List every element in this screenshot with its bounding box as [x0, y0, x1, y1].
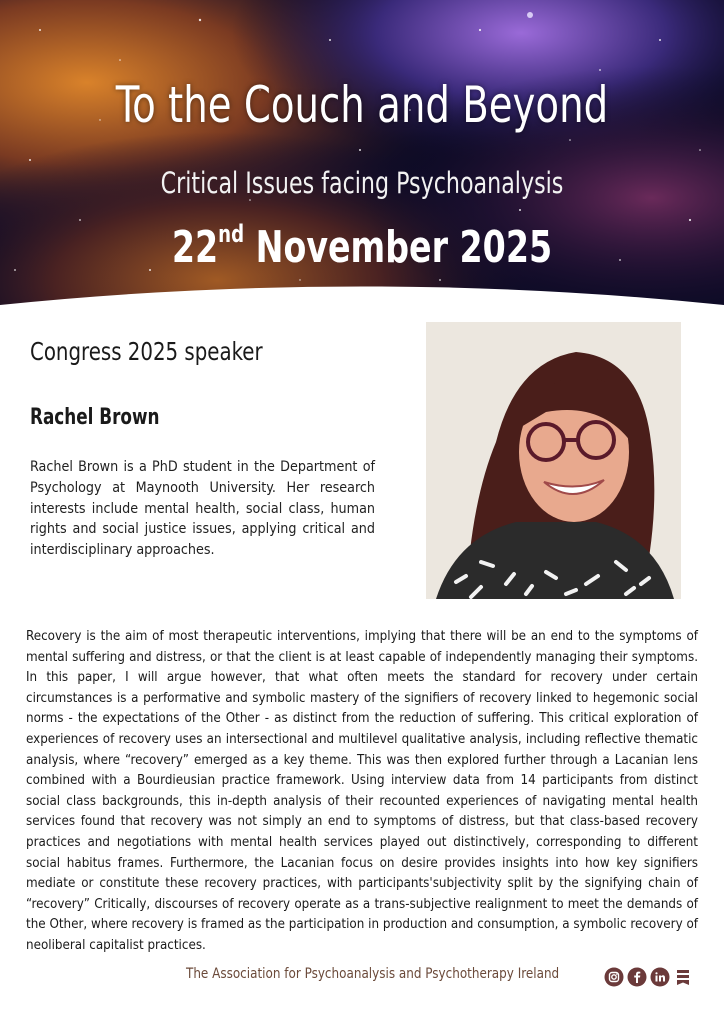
header-banner [0, 0, 724, 330]
event-title: To the Couch and Beyond [115, 76, 609, 134]
linkedin-icon[interactable] [650, 967, 670, 987]
social-links [604, 967, 693, 987]
speaker-portrait-illustration [426, 322, 681, 599]
section-label: Congress 2025 speaker [30, 337, 263, 366]
date-suffix: nd [218, 220, 245, 249]
instagram-icon[interactable] [604, 967, 624, 987]
speaker-bio: Rachel Brown is a PhD student in the Department of Psychology at Maynooth University. Her research interests include mental health, social class, human rights and social justice issues, applying critical and interdisciplinary approaches. [30, 459, 375, 559]
event-subtitle: Critical Issues facing Psychoanalysis [160, 166, 564, 200]
date-month-year: November 2025 [244, 222, 553, 273]
speaker-photo [426, 322, 681, 599]
bookmark-icon[interactable] [673, 967, 693, 987]
facebook-icon[interactable] [627, 967, 647, 987]
date-day: 22 [171, 222, 219, 273]
starfield-background [0, 0, 724, 330]
event-date [58, 222, 666, 273]
speaker-name: Rachel Brown [30, 405, 160, 430]
abstract-text: Recovery is the aim of most therapeutic interventions, implying that there will be an end to the symptoms of mental suffering and distress, or that the client is at least capable of independently managing their symptoms. In this paper, I will argue however, that what often meets the standard for recovery under certain circumstances is a performative and symbolic mastery of the signifiers of recovery linked to hegemonic social norms - the expectations of the Other - as distinct from the reduction of suffering. This critical exploration of experiences of recovery uses an intersectional and multilevel qualitative analysis, including reflective thematic analysis, where “recovery” emerged as a key theme. This was then explored further through a Lacanian lens combined with a Bourdieusian practice framework. Using interview data from 14 participants from distinct social class backgrounds, this in-depth analysis of their recounted experiences of navigating mental health services found that recovery was not simply an end to symptoms of distress, but that class-based recovery practices and negotiations with mental health services played out distinctively, corresponding to different social habitus frames. Furthermore, the Lacanian focus on desire provides insights into how key signifiers mediate or constitute these recovery practices, with participants'subjectivity split by the signifying chain of “recovery” Critically, discourses of recovery operate as a trans-subjective realignment to meet the demands of the Other, where recovery is framed as the participation in production and consumption, a symbolic recovery of neoliberal capitalist practices. [26, 629, 698, 953]
footer-organization: The Association for Psychoanalysis and Psychotherapy Ireland [186, 966, 560, 982]
